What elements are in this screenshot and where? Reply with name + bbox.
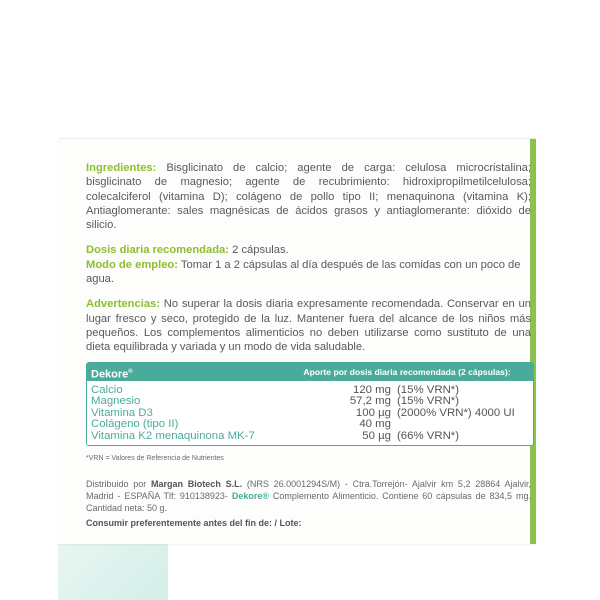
- nutrient-name: Calcio: [91, 383, 123, 396]
- nutrition-table-column-header: Aporte por dosis diaria recomendada (2 cápsulas):: [303, 366, 511, 377]
- nutrient-amount: 100 µg: [355, 406, 391, 419]
- best-before-lot-line: Consumir preferentemente antes del fin de: / Lote:: [86, 518, 302, 529]
- nutrient-name: Vitamina K2 menaquinona MK-7: [91, 429, 255, 442]
- nutrient-vrn: [397, 419, 533, 431]
- nutrient-vrn: (15% VRN*): [397, 383, 460, 396]
- nutrient-vrn: (15% VRN*): [397, 395, 460, 408]
- dosage-text: 2 cápsulas.: [229, 244, 289, 257]
- nutrition-table-body: [87, 381, 533, 446]
- nutrient-vrn: (66% VRN*): [397, 429, 460, 442]
- nutrient-amount: 40 mg: [359, 418, 391, 431]
- warnings-paragraph: [86, 297, 531, 354]
- nutrition-table: [86, 362, 534, 447]
- nutrition-table-header: [87, 363, 533, 381]
- nutrient-amount: 57,2 mg: [349, 395, 391, 408]
- dosage-paragraph: [86, 243, 531, 257]
- usage-text: Tomar 1 a 2 cápsulas al día después de las comidas con un poco de agua.: [86, 258, 521, 286]
- nutrient-value-row: [281, 408, 533, 420]
- nutrient-names: [87, 385, 281, 443]
- nutrient-amount: 120 mg: [353, 383, 391, 396]
- label-panel: [58, 138, 536, 544]
- nutrient-name: Vitamina D3: [91, 406, 153, 419]
- nutrient-value-row: [281, 431, 533, 443]
- distribution-prefix: Distribuido por: [86, 479, 152, 490]
- ingredients-text: Bisglicinato de calcio; agente de carga: celulosa microcristalina; bisglicinato de magnesio; agente de recubrimiento: hidroxipropilmetilcelulosa; colecalciferol (vitamina D); colágeno de pollo tipo II; menaquinona (vitamina K); Antiaglomerante: sales magnésicas de ácidos grasos y antiaglomerante: dióxido de silicio.: [86, 162, 531, 232]
- usage-label: Modo de empleo:: [86, 258, 178, 271]
- distribution-brand: Dekore®: [231, 491, 269, 502]
- dosage-label: Dosis diaria recomendada:: [86, 244, 230, 257]
- distributor-name: Margan Biotech S.L.: [151, 479, 243, 490]
- nutrient-values: [281, 385, 533, 443]
- nutrient-value-row: [281, 396, 533, 408]
- nutrition-table-brand: Dekore®: [91, 368, 133, 381]
- usage-paragraph: [86, 258, 531, 287]
- distribution-product-info: Complemento Alimenticio. Contiene 60 cápsulas de 834,5 mg. Cantidad neta: 50 g.: [86, 491, 531, 514]
- distribution-paragraph: [86, 478, 531, 514]
- nutrient-value-row: [281, 419, 533, 431]
- vrn-footnote: *VRN = Valores de Referencia de Nutrientes: [86, 455, 224, 463]
- nutrient-amount: 50 µg: [362, 429, 391, 442]
- ingredients-paragraph: [86, 161, 531, 232]
- distribution-address: (NRS 26.0001294S/M) - Ctra.Torrejón- Ajalvir km 5,2 28864 Ajalvir, Madrid - ESPAÑA Tlf: 910138923-: [86, 479, 531, 502]
- nutrient-vrn: (2000% VRN*) 4000 UI: [397, 406, 515, 419]
- label-content: [86, 161, 531, 531]
- warnings-text: No superar la dosis diaria expresamente recomendada. Conservar en un lugar fresco y seco, protegido de la luz. Mantener fuera del alcance de los niños más pequeños. Los complementos alimenticios no deben utilizarse como sustituto de una dieta equilibrada y variada y un modo de vida saludable.: [86, 298, 531, 354]
- nutrient-name: Colágeno (tipo II): [91, 418, 179, 431]
- warnings-label: Advertencias:: [86, 298, 160, 311]
- ingredients-label: Ingredientes:: [86, 162, 157, 174]
- nutrient-name: Magnesio: [91, 395, 141, 408]
